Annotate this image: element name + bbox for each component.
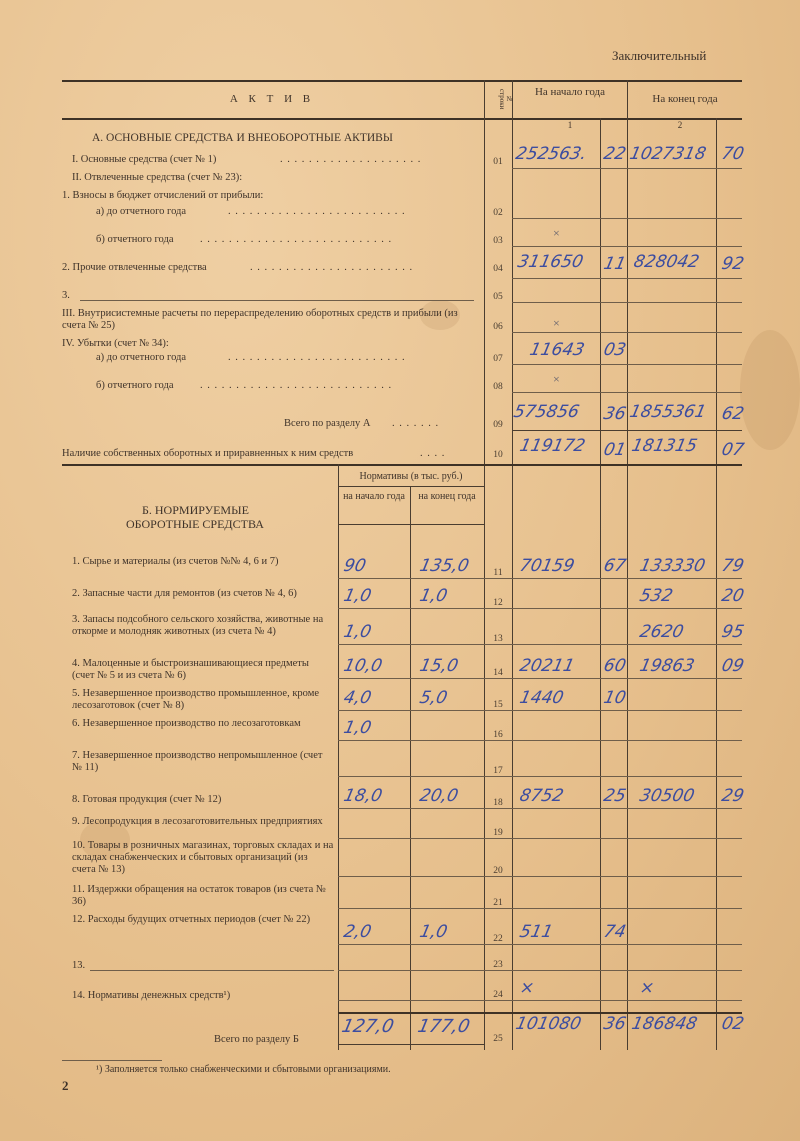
row-end-value: × (637, 978, 657, 998)
row-label: 3. (62, 290, 70, 301)
total-b-label: Всего по разделу Б (214, 1034, 299, 1045)
row-code: 05 (493, 292, 503, 302)
row-start-kop: 67 (601, 556, 628, 576)
row-code: 16 (493, 730, 503, 740)
norm-end-header: на конец года (418, 491, 476, 502)
total-a-end-kop: 62 (719, 404, 746, 424)
row-start-kop: 74 (601, 922, 628, 942)
row-start-value: 511 (517, 922, 555, 942)
row-label: 1. Взносы в бюджет отчислений от прибыли: (62, 190, 264, 201)
row-end-kop: 09 (719, 656, 746, 676)
row-label: б) отчетного года (96, 380, 174, 391)
total-b-code: 25 (493, 1034, 503, 1044)
row-code: 02 (493, 208, 503, 218)
row-label: IV. Убытки (счет № 34): (62, 338, 169, 349)
row-label: III. Внутрисистемные расчеты по перераспределению оборотных средств и прибыли (из счета № 25) (62, 308, 458, 331)
row-label: 8. Готовая продукция (счет № 12) (72, 794, 222, 805)
row-code: 08 (493, 382, 503, 392)
row-start-value: 1440 (517, 688, 566, 708)
row-start-value: 252563. (513, 144, 589, 164)
row-label: а) до отчетного года (96, 352, 187, 363)
norm-header: Нормативы (в тыс. руб.) (359, 471, 463, 482)
footnote: ¹) Заполняется только снабженческими и сбытовыми организациями. (96, 1064, 391, 1075)
total-a-label: Всего по разделу А (284, 418, 371, 429)
row-start-value: 70159 (517, 556, 577, 576)
row-label: 13. (72, 960, 86, 971)
total-a-code: 09 (493, 420, 503, 430)
total-a-start-kop: 36 (601, 404, 628, 424)
row-label: 12. Расходы будущих отчетных периодов (счет № 22) (72, 914, 311, 925)
row-start-value: 311650 (515, 252, 586, 272)
row-start-kop: 25 (601, 786, 628, 806)
own-funds-end: 181315 (629, 436, 700, 456)
row-norm-end: 5,0 (417, 688, 450, 708)
row-norm-start: 18,0 (341, 786, 384, 806)
header-end: На конец года (652, 93, 718, 105)
row-label: 3. Запасы подсобного сельского хозяйства, животные на откорме и молодняк животных (из счета № 4) (72, 614, 324, 637)
row-norm-start: 1,0 (341, 622, 374, 642)
row-end-value: 19863 (637, 656, 697, 676)
row-code: 23 (493, 960, 503, 970)
header-code: № строки (498, 88, 514, 110)
row-start-value: 20211 (517, 656, 577, 676)
cross-mark: × (553, 372, 560, 386)
row-end-value: 133330 (637, 556, 708, 576)
row-label: 2. Запасные части для ремонтов (из счетов № 4, 6) (72, 588, 297, 599)
row-end-kop: 79 (719, 556, 746, 576)
row-end-value: 1027318 (627, 144, 708, 164)
row-end-value: 828042 (631, 252, 702, 272)
row-start-kop: 03 (601, 340, 628, 360)
row-label: 10. Товары в розничных магазинах, торговых складах и на складах снабженческих и сбытовых организаций (из счета № 13) (72, 840, 334, 875)
row-start-kop: 10 (601, 688, 628, 708)
row-label: I. Основные средства (счет № 1) (72, 154, 217, 165)
own-funds-code: 10 (493, 450, 503, 460)
row-end-value: 30500 (637, 786, 697, 806)
total-b-start-kop: 36 (601, 1014, 628, 1034)
row-label: 6. Незавершенное производство по лесозаготовкам (72, 718, 301, 729)
row-code: 12 (493, 598, 503, 608)
cross-mark: × (553, 316, 560, 330)
row-start-kop: 60 (601, 656, 628, 676)
row-label: 11. Издержки обращения на остаток товаров (из счета № 36) (72, 884, 326, 907)
row-end-value: 532 (637, 586, 675, 606)
row-end-kop: 92 (719, 254, 746, 274)
total-b-end: 186848 (629, 1014, 700, 1034)
row-code: 15 (493, 700, 503, 710)
row-norm-start: 10,0 (341, 656, 384, 676)
row-norm-end: 1,0 (417, 922, 450, 942)
header-col1: 1 (567, 120, 573, 130)
own-funds-start-kop: 01 (601, 440, 628, 460)
row-norm-start: 4,0 (341, 688, 374, 708)
total-a-start: 575856 (511, 402, 582, 422)
row-norm-end: 20,0 (417, 786, 460, 806)
row-label: 7. Незавершенное производство непромышленное (счет № 11) (72, 750, 323, 773)
row-label: II. Отвлеченные средства (счет № 23): (72, 172, 243, 183)
total-b-end-kop: 02 (719, 1014, 746, 1034)
row-end-kop: 95 (719, 622, 746, 642)
own-funds-start: 119172 (517, 436, 588, 456)
row-code: 07 (493, 354, 503, 364)
row-norm-start: 2,0 (341, 922, 374, 942)
row-label: 14. Нормативы денежных средств¹) (72, 990, 231, 1001)
row-label: 1. Сырье и материалы (из счетов №№ 4, 6 и 7) (72, 556, 279, 567)
row-code: 01 (493, 157, 503, 167)
header-aktiv: А К Т И В (229, 93, 315, 105)
page-label: Заключительный (612, 48, 707, 63)
row-code: 19 (493, 828, 503, 838)
row-norm-start: 1,0 (341, 718, 374, 738)
row-label: 2. Прочие отвлеченные средства (62, 262, 207, 273)
page-number: 2 (62, 1078, 69, 1093)
row-end-kop: 70 (719, 144, 746, 164)
header-col2: 2 (677, 120, 683, 130)
row-start-kop: 11 (601, 254, 628, 274)
total-b-norm-start: 127,0 (339, 1016, 396, 1037)
cross-mark: × (553, 226, 560, 240)
row-start-value: 8752 (517, 786, 566, 806)
row-norm-start: 1,0 (341, 586, 374, 606)
section-b-title-line2: ОБОРОТНЫЕ СРЕДСТВА (126, 517, 264, 531)
row-code: 21 (493, 898, 503, 908)
row-start-value: × (517, 978, 537, 998)
section-a-title: А. ОСНОВНЫЕ СРЕДСТВА И ВНЕОБОРОТНЫЕ АКТИВЫ (92, 132, 393, 144)
row-start-value: 11643 (527, 340, 587, 360)
norm-start-header: на начало года (343, 491, 405, 502)
total-b-norm-end: 177,0 (415, 1016, 472, 1037)
row-code: 11 (493, 568, 503, 578)
row-label: 4. Малоценные и быстроизнашивающиеся предметы (счет № 5 и из счета № 6) (72, 658, 309, 681)
row-code: 22 (493, 934, 503, 944)
row-norm-end: 135,0 (417, 556, 471, 576)
row-code: 03 (493, 236, 503, 246)
row-end-value: 2620 (637, 622, 686, 642)
total-a-end: 1855361 (627, 402, 708, 422)
row-code: 18 (493, 798, 503, 808)
row-norm-start: 90 (341, 556, 368, 576)
row-end-kop: 20 (719, 586, 746, 606)
row-label: а) до отчетного года (96, 206, 187, 217)
row-norm-end: 15,0 (417, 656, 460, 676)
row-code: 17 (493, 766, 503, 776)
own-funds-end-kop: 07 (719, 440, 746, 460)
row-start-kop: 22 (601, 144, 628, 164)
row-label: б) отчетного года (96, 234, 174, 245)
row-code: 24 (493, 990, 503, 1000)
row-label: 5. Незавершенное производство промышленное, кроме лесозаготовок (счет № 8) (72, 688, 320, 711)
row-code: 04 (493, 264, 503, 274)
row-code: 20 (493, 866, 503, 876)
section-b-title: Б. НОРМИРУЕМЫЕ (142, 503, 249, 517)
row-code: 14 (493, 668, 503, 678)
total-b-start: 101080 (513, 1014, 584, 1034)
row-code: 13 (493, 634, 503, 644)
header-start: На начало года (534, 86, 606, 98)
row-end-kop: 29 (719, 786, 746, 806)
own-funds-label: Наличие собственных оборотных и приравненных к ним средств (62, 448, 354, 459)
row-norm-end: 1,0 (417, 586, 450, 606)
row-label: 9. Лесопродукция в лесозаготовительных предприятиях (72, 816, 323, 827)
row-code: 06 (493, 322, 503, 332)
